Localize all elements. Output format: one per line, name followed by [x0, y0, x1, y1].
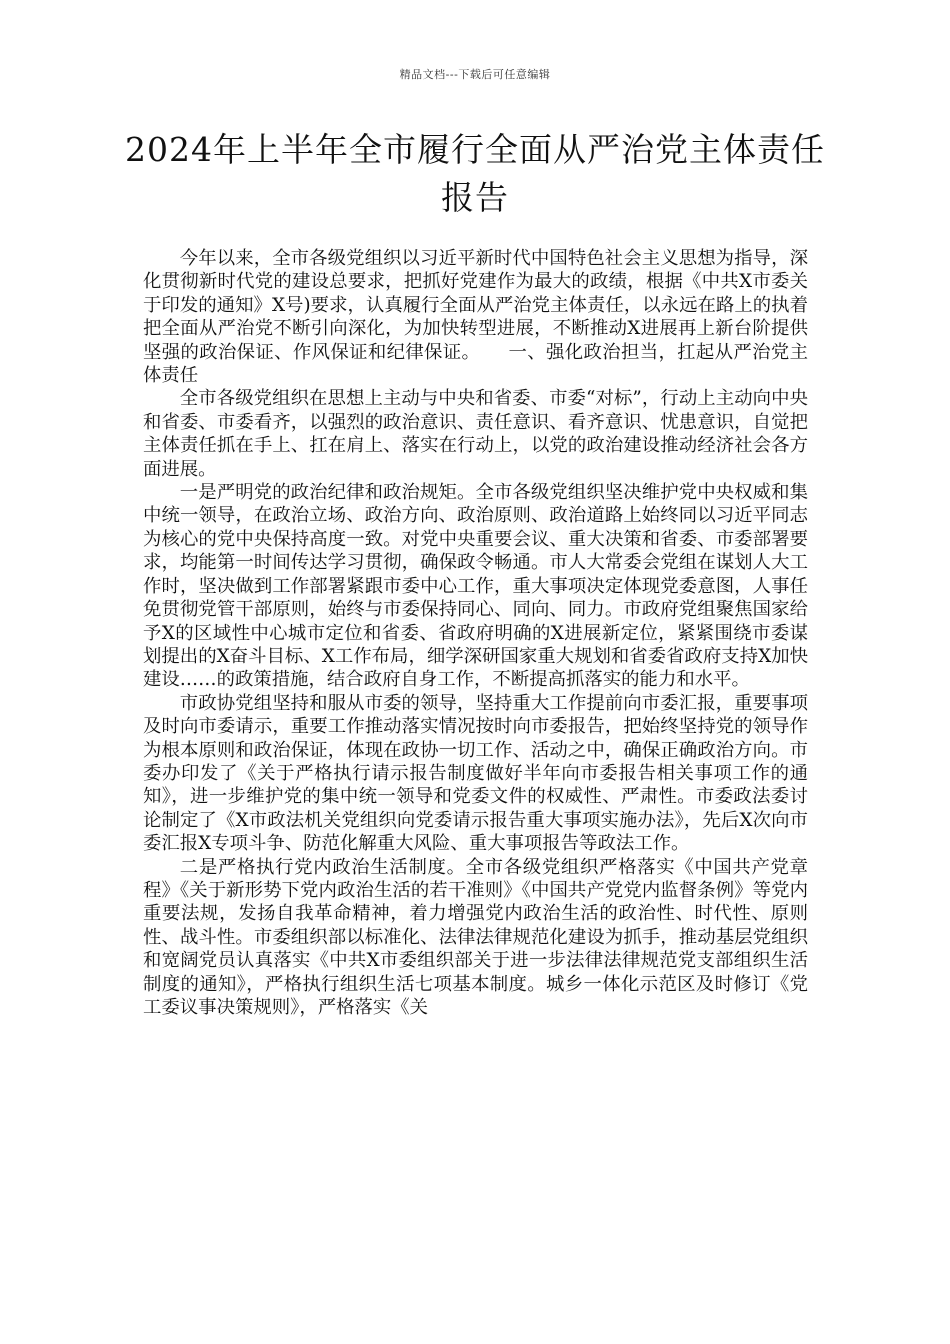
- paragraph: 二是严格执行党内政治生活制度。全市各级党组织严格落实《中国共产党章程》《关于新形势下党内政治生活的若干准则》《中国共产党党内监督条例》等党内重要法规，发扬自我革命精神，着力增强党内政治生活的政治性、时代性、原则性、战斗性。市委组织部以标准化、法律法律规范化建设为抓手，推动基层党组织和宽阔党员认真落实《中共X市委组织部关于进一步法律法律规范党支部组织生活制度的通知》，严格执行组织生活七项基本制度。城乡一体化示范区及时修订《党工委议事决策规则》，严格落实《关: [143, 856, 808, 1018]
- paragraph: 一是严明党的政治纪律和政治规矩。全市各级党组织坚决维护党中央权威和集中统一领导，在政治立场、政治方向、政治原则、政治道路上始终同以习近平同志为核心的党中央保持高度一致。对党中央重要会议、重大决策和省委、市委部署要求，均能第一时间传达学习贯彻，确保政令畅通。市人大常委会党组在谋划人大工作时，坚决做到工作部署紧跟市委中心工作，重大事项决定体现党委意图，人事任免贯彻党管干部原则，始终与市委保持同心、同向、同力。市政府党组聚焦国家给予X的区域性中心城市定位和省委、省政府明确的X进展新定位，紧紧围绕市委谋划提出的X奋斗目标、X工作布局，细学深研国家重大规划和省委省政府支持X加快建设……的政策措施，结合政府自身工作，不断提高抓落实的能力和水平。: [143, 482, 808, 691]
- document-body: [143, 247, 808, 1019]
- paragraph: 全市各级党组织在思想上主动与中央和省委、市委“对标”，行动上主动向中央和省委、市委看齐，以强烈的政治意识、责任意识、看齐意识、忧患意识，自觉把主体责任抓在手上、扛在肩上、落实在行动上，以党的政治建设推动经济社会各方面进展。: [143, 388, 808, 480]
- paragraph: 市政协党组坚持和服从市委的领导，坚持重大工作提前向市委汇报，重要事项及时向市委请示，重要工作推动落实情况按时向市委报告，把始终坚持党的领导作为根本原则和政治保证，体现在政协一切工作、活动之中，确保正确政治方向。市委办印发了《关于严格执行请示报告制度做好半年向市委报告相关事项工作的通知》，进一步维护党的集中统一领导和党委文件的权威性、严肃性。市委政法委讨论制定了《X市政法机关党组织向党委请示报告重大事项实施办法》，先后X次向市委汇报X专项斗争、防范化解重大风险、重大事项报告等政法工作。: [143, 692, 808, 855]
- paragraph-intro: 今年以来，全市各级党组织以习近平新时代中国特色社会主义思想为指导，深化贯彻新时代党的建设总要求，把抓好党建作为最大的政绩，根据《中共X市委关于印发的通知》X号)要求，认真履行全面从严治党主体责任，以永远在路上的执着把全面从严治党不断引向深化，为加快转型进展，不断推动X进展再上新台阶提供坚强的政治保证、作风保证和纪律保证。 一、强化政治担当，扛起从严治党主体责任: [143, 248, 808, 387]
- document-title: 2024年上半年全市履行全面从严治党主体责任报告: [125, 130, 825, 217]
- header-note: 精品文档---下载后可任意编辑: [399, 68, 551, 81]
